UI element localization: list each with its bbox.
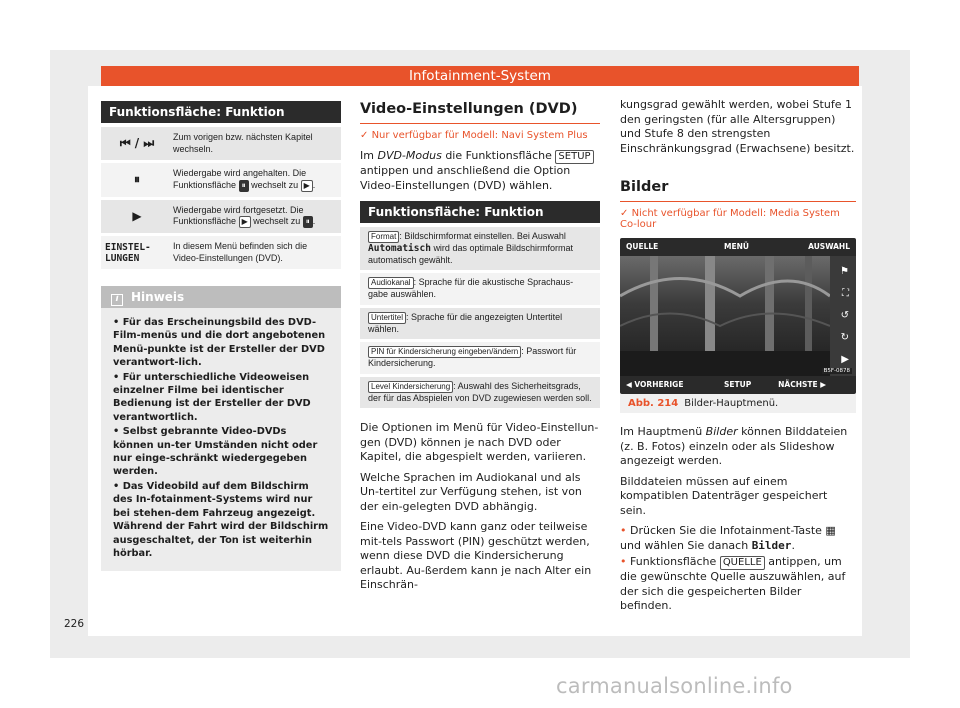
mode-name: DVD-Modus: [377, 149, 442, 162]
page-number: 226: [64, 618, 85, 630]
text-part: können Bilddateien (z. B. Fotos) einzeln oder als Slideshow angezeigt werden.: [620, 425, 848, 467]
bilder-title: Bilder: [620, 179, 669, 195]
figure-sidebar: [830, 256, 856, 376]
figure-bottom-bar: [620, 376, 856, 394]
body-paragraph: Bilddateien müssen auf einem kompatiblen Datenträger gespeichert sein.: [620, 474, 828, 517]
figure-top-bar: [620, 238, 856, 256]
text-part: .: [791, 538, 795, 552]
bullet-icon: •: [113, 371, 123, 383]
bullet-icon: •: [620, 555, 630, 568]
bullet-icon: •: [113, 426, 123, 438]
watermark: carmanualsonline.info: [556, 674, 793, 698]
text-part: die Funktionsfläche: [445, 149, 552, 162]
text-part: Im Hauptmenü: [620, 425, 703, 438]
intro-paragraph: [360, 149, 600, 193]
continuation-paragraph: kungsgrad gewählt werden, wobei Stufe 1 den geringsten (für alle Altersgruppen) und Stufe 8 den strengsten Einschränkungsgrad (Erwachsene) besitzt.: [620, 98, 855, 155]
row-text: wird das optimale Bildschirmformat automatisch gewählt.: [368, 243, 573, 265]
hint-item-text: Das Videobild auf dem Bildschirm des In-fotainment-Systems wird nur bei stehen-dem Fahrzeug angezeigt. Während der Fahrt wird der Bildschirm ausgeschaltet, der Ton ist weiterhin hörbar.: [113, 480, 329, 559]
availability-note: [620, 208, 856, 230]
photo-preview: [620, 256, 830, 376]
caption-text: Bilder-Hauptmenü.: [684, 398, 779, 409]
availability-text: Nicht verfügbar für Modell: Media System Co-lour: [620, 208, 840, 230]
setup-button-label: SETUP: [555, 150, 593, 164]
row-text: [173, 205, 341, 229]
row-text-part: .: [312, 216, 316, 226]
table-title: Funktionsfläche: Funktion: [360, 201, 600, 223]
text-part: und wählen Sie danach: [620, 538, 749, 552]
audiokanal-button-label: Audiokanal: [368, 277, 414, 289]
pause-icon: ⏸: [133, 172, 140, 187]
title-rule: [620, 201, 856, 202]
hint-header: [101, 286, 341, 308]
cathedral-photo-icon: [620, 256, 830, 376]
rotate-left-icon: ↺: [840, 310, 849, 321]
setup-button: SETUP: [724, 380, 752, 389]
figure-code: B5F-0878: [823, 368, 850, 374]
row-text-part: wechselt zu: [253, 216, 301, 226]
middle-column: [360, 101, 600, 593]
left-column: [101, 101, 341, 571]
row-text: : Auswahl des Sicherheitsgrads, der für das Abspielen von DVD zugewiesen werden soll.: [368, 380, 592, 403]
table-row: [360, 227, 600, 273]
untertitel-button-label: Untertitel: [368, 312, 406, 324]
select-button: AUSWAHL: [808, 242, 850, 251]
hint-item: [113, 316, 329, 370]
row-text-part: Wiedergabe wird angehalten. Die Funktionsfläche: [173, 168, 307, 190]
source-button: QUELLE: [626, 242, 659, 251]
infotainment-key-icon: ▦: [825, 524, 836, 537]
bullet-icon: •: [113, 317, 123, 328]
text-part: Funktionsfläche: [630, 555, 717, 568]
row-text: : Bildschirmformat einstellen. Bei Auswahl: [399, 231, 566, 241]
table-row: [101, 127, 341, 163]
text-part: Drücken Sie die Infotainment-Taste: [630, 524, 822, 537]
video-settings-table: [360, 201, 600, 411]
bullet-icon: •: [620, 524, 630, 537]
figure-caption: [620, 394, 856, 413]
hint-item-text: Für das Erscheinungsbild des DVD-Film-menüs und die dort angebotenen Menü-punkte ist der Ersteller der DVD verantwort-lich.: [113, 317, 326, 369]
row-text: : Sprache für die angezeigten Untertitel wählen.: [368, 311, 563, 334]
left-table-title: Funktionsfläche: Funktion: [101, 101, 341, 123]
pause-button-icon: ⏸: [239, 180, 249, 192]
step-item: [620, 555, 856, 614]
video-settings-title: Video-Einstellungen (DVD): [360, 101, 600, 124]
row-text: Zum vorigen bzw. nächsten Kapitel wechseln.: [173, 132, 313, 154]
pause-button-icon: ⏸: [303, 216, 313, 228]
hint-item-text: Für unterschiedliche Videoweisen einzelner Filme bei identischer Bedienung ist der Ersteller der DVD verantwortlich.: [113, 371, 311, 423]
row-text-part: Wiedergabe wird fortgesetzt. Die Funktionsfläche: [173, 204, 304, 226]
play-icon: ▶: [132, 209, 142, 224]
pictures-menu-figure: [620, 238, 856, 394]
text-part: antippen und anschließend die Option Video-Einstellungen (DVD) wählen.: [360, 164, 571, 192]
pin-button-label: PIN für Kindersicherung eingeben/ändern: [368, 346, 521, 358]
table-row: [101, 163, 341, 200]
text-part: antippen, um die gewünschte Quelle auszuwählen, auf der sich die gespeicherten Bilder befinden.: [620, 555, 846, 612]
availability-note: [360, 130, 600, 141]
play-button-icon: ▶: [301, 180, 313, 192]
hint-item: [113, 480, 329, 560]
bilder-section-header: [620, 176, 856, 195]
menu-button: MENÜ: [724, 242, 749, 251]
fit-icon: ⛶: [842, 288, 849, 299]
play-icon: ▶: [841, 354, 849, 365]
table-row: [360, 308, 600, 343]
check-icon: ✓: [360, 130, 372, 141]
bullet-icon: •: [113, 480, 123, 492]
prev-next-icon: ⏮ / ⏭: [119, 136, 155, 150]
hint-item-text: Selbst gebrannte Video-DVDs können un-ter Umständen nicht oder nur einge-schränkt wiedergegeben werden.: [113, 426, 318, 478]
table-row: [360, 377, 600, 412]
body-paragraph: Die Optionen im Menü für Video-Einstellun-gen (DVD) können je nach DVD oder Kapitel, die abgespielt werden, variieren.: [360, 421, 599, 463]
availability-text: Nur verfügbar für Modell: Navi System Plus: [371, 130, 588, 141]
menu-name: Bilder: [705, 425, 738, 438]
body-paragraph: Welche Sprachen im Audiokanal und als Un-tertitel zur Verfügung stehen, ist von der ein-gelegten DVD abhängig.: [360, 470, 582, 513]
right-column: [620, 98, 856, 614]
table-row: [360, 342, 600, 377]
figure-number: Abb. 214: [628, 398, 679, 409]
hint-body: [101, 308, 341, 571]
play-button-icon: ▶: [239, 216, 251, 228]
row-text: In diesem Menü befinden sich die Video-Einstellungen (DVD).: [173, 241, 308, 263]
hint-box: [101, 286, 341, 571]
row-text-part: wechselt zu: [251, 179, 299, 190]
pictures-option: Bilder: [751, 538, 792, 552]
hint-title: Hinweis: [131, 290, 185, 304]
row-text: : Passwort für Kindersicherung.: [368, 346, 577, 368]
hint-item: [113, 371, 329, 425]
text-part: Im: [360, 149, 374, 162]
next-button: NÄCHSTE ▶: [778, 380, 826, 389]
row-text: : Sprache für die akustische Sprachaus-gabe auswählen.: [368, 277, 574, 299]
level-button-label: Level Kindersicherung: [368, 381, 453, 393]
source-button-label: QUELLE: [720, 556, 765, 570]
table-row: [101, 200, 341, 237]
settings-label: EINSTEL- LUNGEN: [105, 241, 151, 264]
chapter-header: Infotainment-System: [101, 66, 859, 86]
body-paragraph: [620, 425, 856, 469]
hint-item: [113, 425, 329, 479]
previous-button: ◀ VORHERIGE: [626, 380, 684, 389]
info-icon: i: [111, 294, 123, 306]
format-button-label: Format: [368, 231, 399, 243]
flag-icon: ⚑: [840, 266, 849, 277]
step-item: [620, 524, 856, 553]
row-text-part: .: [312, 179, 316, 190]
table-row: [360, 273, 600, 308]
rotate-right-icon: ↻: [840, 332, 849, 343]
table-row: [101, 236, 341, 272]
check-icon: ✓: [620, 208, 632, 219]
body-paragraph: Eine Video-DVD kann ganz oder teilweise mit-tels Passwort (PIN) geschützt werden, wenn diese DVD die Kindersicherung erlaubt. Au-ßerdem kann je nach Alter ein Einschrän-: [360, 520, 592, 591]
automatic-option: Automatisch: [368, 243, 431, 254]
row-text: [173, 168, 341, 192]
